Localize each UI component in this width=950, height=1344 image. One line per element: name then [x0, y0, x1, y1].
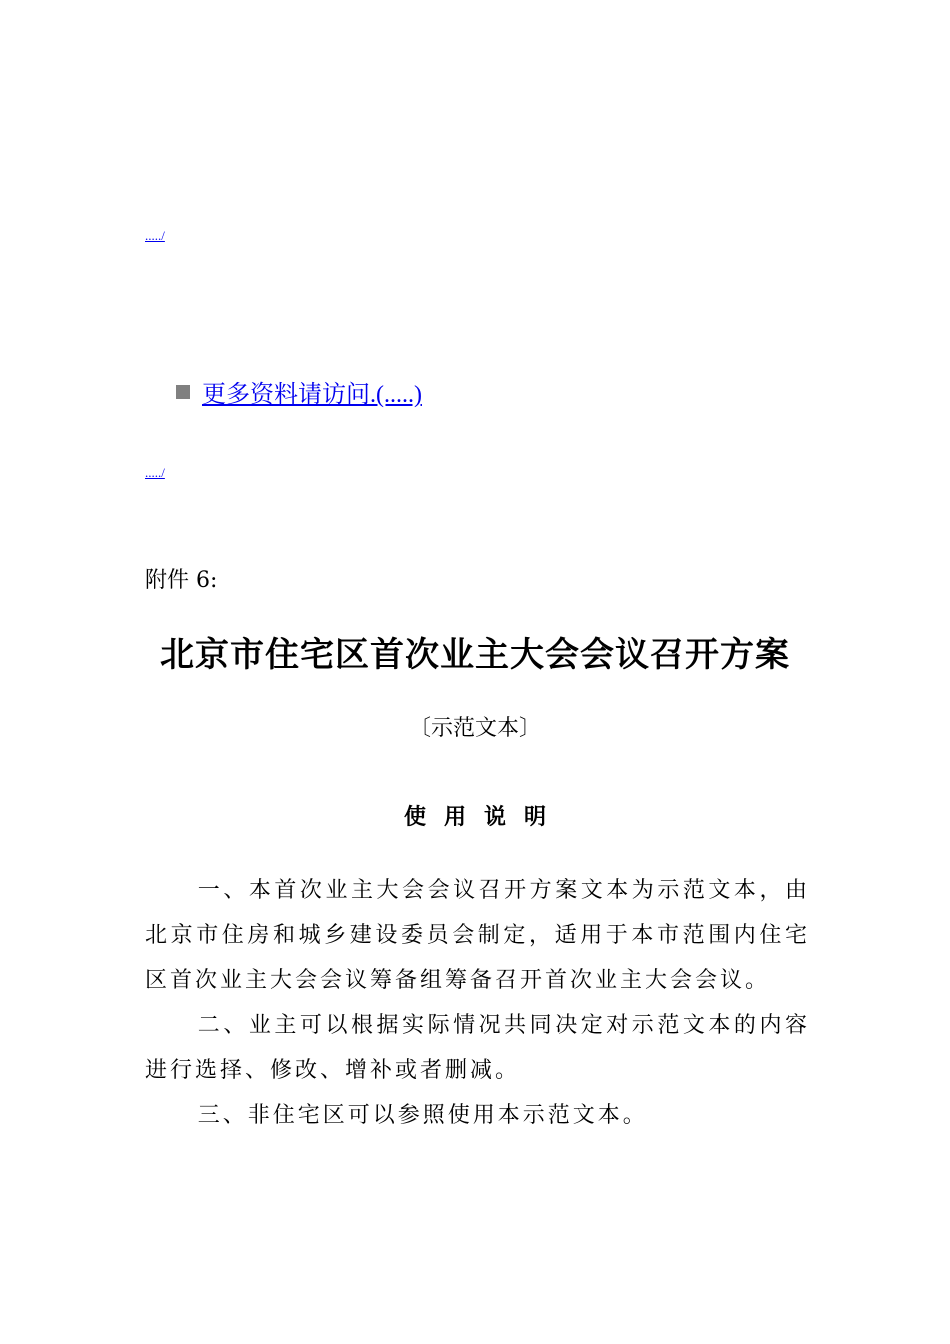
instructions-body — [145, 868, 810, 1138]
header-link-top[interactable]: ...../ — [145, 228, 165, 243]
document-subtitle: 〔示范文本〕 — [408, 716, 541, 741]
instruction-paragraph-3: 三、非住宅区可以参照使用本示范文本。 — [197, 1103, 648, 1128]
header-link-bottom[interactable]: ...../ — [145, 465, 165, 480]
document-title: 北京市住宅区首次业主大会会议召开方案 — [160, 635, 790, 675]
instruction-paragraph-2: 二、业主可以根据实际情况共同决定对示范文本的内容进行选择、修改、增补或者删减。 — [145, 1013, 810, 1083]
more-info-row — [176, 374, 422, 409]
instructions-heading: 使用说明 — [403, 804, 564, 830]
square-bullet-icon — [176, 385, 190, 399]
instruction-paragraph-1: 一、本首次业主大会会议召开方案文本为示范文本，由北京市住房和城乡建设委员会制定，适用于本市范围内住宅区首次业主大会会议筹备组筹备召开首次业主大会会议。 — [145, 878, 810, 993]
more-info-link[interactable]: 更多资料请访问.(.....) — [202, 382, 422, 408]
attachment-label: 附件 6: — [145, 568, 218, 593]
